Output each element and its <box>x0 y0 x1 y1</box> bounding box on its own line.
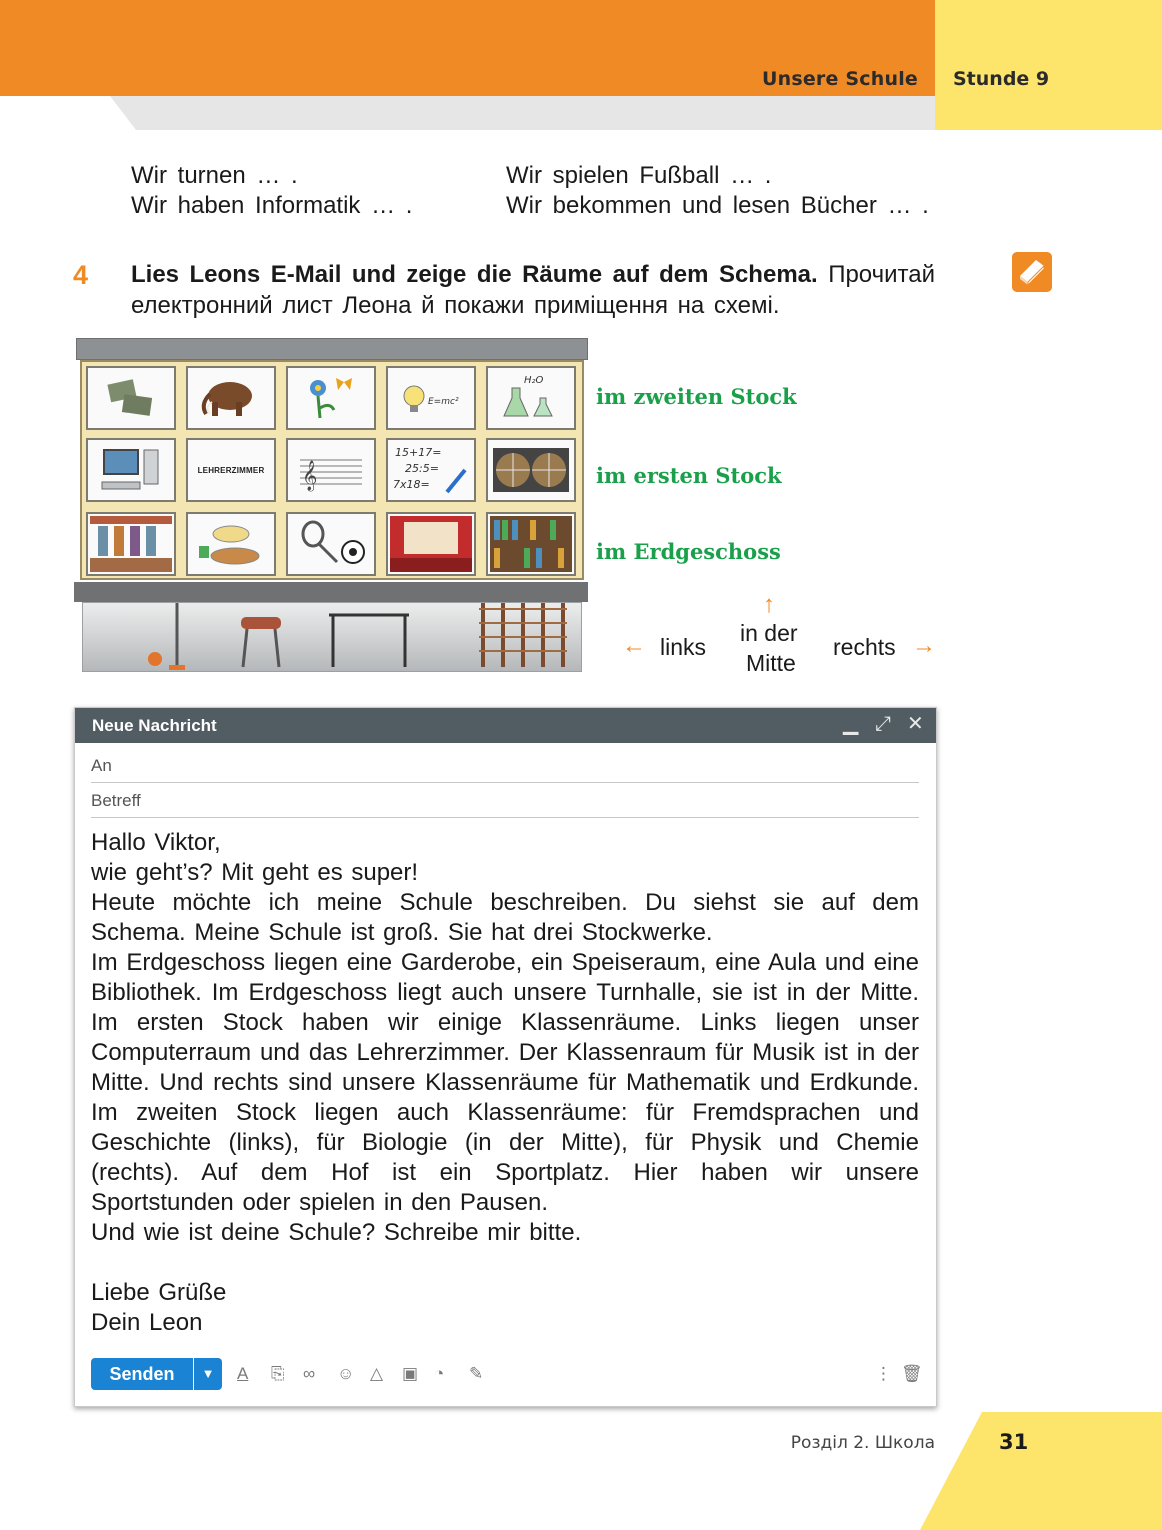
arrow-left-icon: ← <box>622 632 646 659</box>
minimize-icon[interactable]: ▁ <box>843 713 859 735</box>
email-window-title: Neue Nachricht <box>92 716 217 735</box>
to-label: An <box>91 756 112 775</box>
more-options-icon[interactable]: ⋮ <box>875 1364 892 1383</box>
direction-middle-1: in der <box>740 620 798 646</box>
instruction-german: Lies Leons E-Mail und zeige die Räume auf dem Schema. <box>131 261 818 288</box>
email-window <box>74 707 937 1407</box>
close-icon[interactable]: ✕ <box>907 713 924 735</box>
physics-formula: E=mc² <box>428 397 459 407</box>
chapter-title: Unsere Schule <box>761 68 918 90</box>
send-button[interactable]: Senden <box>91 1358 193 1390</box>
flower-butterfly-icon <box>296 374 366 422</box>
header-grey-stripe <box>110 96 935 130</box>
svg-text:𝄞: 𝄞 <box>302 461 318 491</box>
sentence-left-2: Wir haben Informatik … . <box>131 192 413 219</box>
lesson-title: Stunde 9 <box>953 68 1050 90</box>
footer-yellow-tab <box>920 1412 1162 1530</box>
email-signature: Dein Leon <box>91 1309 203 1336</box>
email-spacer <box>91 1248 919 1278</box>
room-assembly-hall <box>386 512 476 576</box>
music-notes-icon <box>296 446 366 494</box>
room-dining <box>186 512 276 576</box>
math-formula-1: 15+17= <box>395 446 442 459</box>
to-field[interactable] <box>91 748 919 783</box>
image-icon[interactable]: ▣ <box>402 1364 419 1383</box>
room-chemistry <box>486 366 576 430</box>
computer-icon <box>96 444 166 496</box>
expand-icon[interactable]: ⤢ <box>875 713 891 735</box>
email-paragraph-description: Im Erdgeschoss liegen eine Garderobe, ein Speiseraum, eine Aula und eine Bibliothek. Im Erdgeschoss liegt auch unsere Turnhalle, sie ist in der Mitte. Im ersten Stock haben wir einige Klassenräume. Links liegen unser Computerraum und das Lehrerzimmer. Der Klassenraum für Musik ist in der Mitte. Und rechts sind unsere Klassenräume für Mathematik und Erdkunde. Im zweiten Stock liegen auch Klassenräume: für Fremdsprachen und Geschichte (links), für Biologie (in der Mitte), für Physik und Chemie (rechts). Auf dem Hof ist ein Sportplatz. Hier haben wir unsere Sportstunden oder spielen in den Pausen. <box>91 949 919 1216</box>
math-formula-2: 25:5= <box>405 462 439 475</box>
stage-icon <box>388 514 474 574</box>
sentence-right-2: Wir bekommen und lesen Bücher … . <box>506 192 929 219</box>
room-physics <box>386 366 476 430</box>
page-number: 31 <box>999 1430 1029 1454</box>
sports-icon <box>291 516 371 572</box>
exercise-number: 4 <box>73 260 89 290</box>
school-ledge <box>74 582 588 602</box>
sports-ground <box>82 602 582 672</box>
books-icon <box>101 376 161 420</box>
sentence-left-1: Wir turnen … . <box>131 162 298 189</box>
email-title-bar <box>75 708 936 743</box>
lightbulb-icon <box>396 374 466 422</box>
room-computer <box>86 438 176 502</box>
room-music <box>286 438 376 502</box>
room-teachers <box>186 438 276 502</box>
email-question: Und wie ist deine Schule? Schreibe mir bitte. <box>91 1219 582 1246</box>
room-history <box>186 366 276 430</box>
room-biology <box>286 366 376 430</box>
trash-icon[interactable]: 🗑 <box>901 1364 923 1383</box>
subject-label: Betreff <box>91 791 141 810</box>
confidential-icon[interactable]: ◔ <box>434 1364 445 1383</box>
email-greeting: Hallo Viktor, <box>91 829 221 856</box>
text-format-icon[interactable]: A <box>237 1364 249 1383</box>
room-math <box>386 438 476 502</box>
subject-field[interactable] <box>91 783 919 818</box>
room-geography <box>486 438 576 502</box>
globe-icon <box>491 444 571 496</box>
room-wardrobe <box>86 512 176 576</box>
email-closing: Liebe Grüße <box>91 1279 227 1306</box>
direction-left: links <box>660 634 707 660</box>
wardrobe-icon <box>88 514 174 574</box>
dining-icon <box>191 516 271 572</box>
arrow-right-icon: → <box>912 632 936 659</box>
drive-icon[interactable]: △ <box>370 1364 384 1383</box>
direction-right: rechts <box>833 634 896 660</box>
section-title: Розділ 2. Школа <box>790 1433 935 1453</box>
send-options-dropdown[interactable]: ▼ <box>194 1358 222 1390</box>
floor-label-first: im ersten Stock <box>596 463 782 488</box>
bookshelf-icon <box>488 514 574 574</box>
attachment-icon[interactable]: ⎘ <box>271 1364 285 1383</box>
room-sports <box>286 512 376 576</box>
floor-label-ground: im Erdgeschoss <box>596 539 781 564</box>
email-paragraph-intro: Heute möchte ich meine Schule beschreiben. Du siehst sie auf dem Schema. Meine Schule ist groß. Sie hat drei Stockwerke. <box>91 889 919 946</box>
math-formula-3: 7x18= <box>393 478 430 491</box>
email-line-2: wie geht’s? Mit geht es super! <box>91 859 419 886</box>
gym-equipment-icon <box>83 603 583 673</box>
link-icon[interactable]: ∞ <box>303 1364 316 1383</box>
mammoth-icon <box>196 374 266 422</box>
book-icon <box>1012 252 1052 292</box>
signature-icon[interactable]: ✎ <box>469 1364 484 1383</box>
sentence-right-1: Wir spielen Fußball … . <box>506 162 772 189</box>
chemistry-formula: H₂O <box>524 375 544 386</box>
instruction-ukrainian: Прочитай електронний лист Леона й покажи приміщення на схемі. <box>131 261 935 319</box>
arrow-up-icon: ↑ <box>763 591 775 618</box>
teacher-room-label: LEHRERZIMMER <box>197 465 265 475</box>
flask-icon <box>496 372 566 424</box>
direction-middle-2: Mitte <box>746 650 796 676</box>
room-languages <box>86 366 176 430</box>
emoji-icon[interactable]: ☺ <box>337 1364 355 1383</box>
header-yellow-tab <box>935 0 1162 130</box>
school-building <box>80 360 584 580</box>
floor-label-second: im zweiten Stock <box>596 384 797 409</box>
room-library <box>486 512 576 576</box>
exercise-instruction <box>131 259 935 321</box>
school-scheme-illustration <box>72 338 590 674</box>
school-roof <box>76 338 588 360</box>
email-body[interactable] <box>91 828 919 1338</box>
math-icon <box>391 442 471 498</box>
